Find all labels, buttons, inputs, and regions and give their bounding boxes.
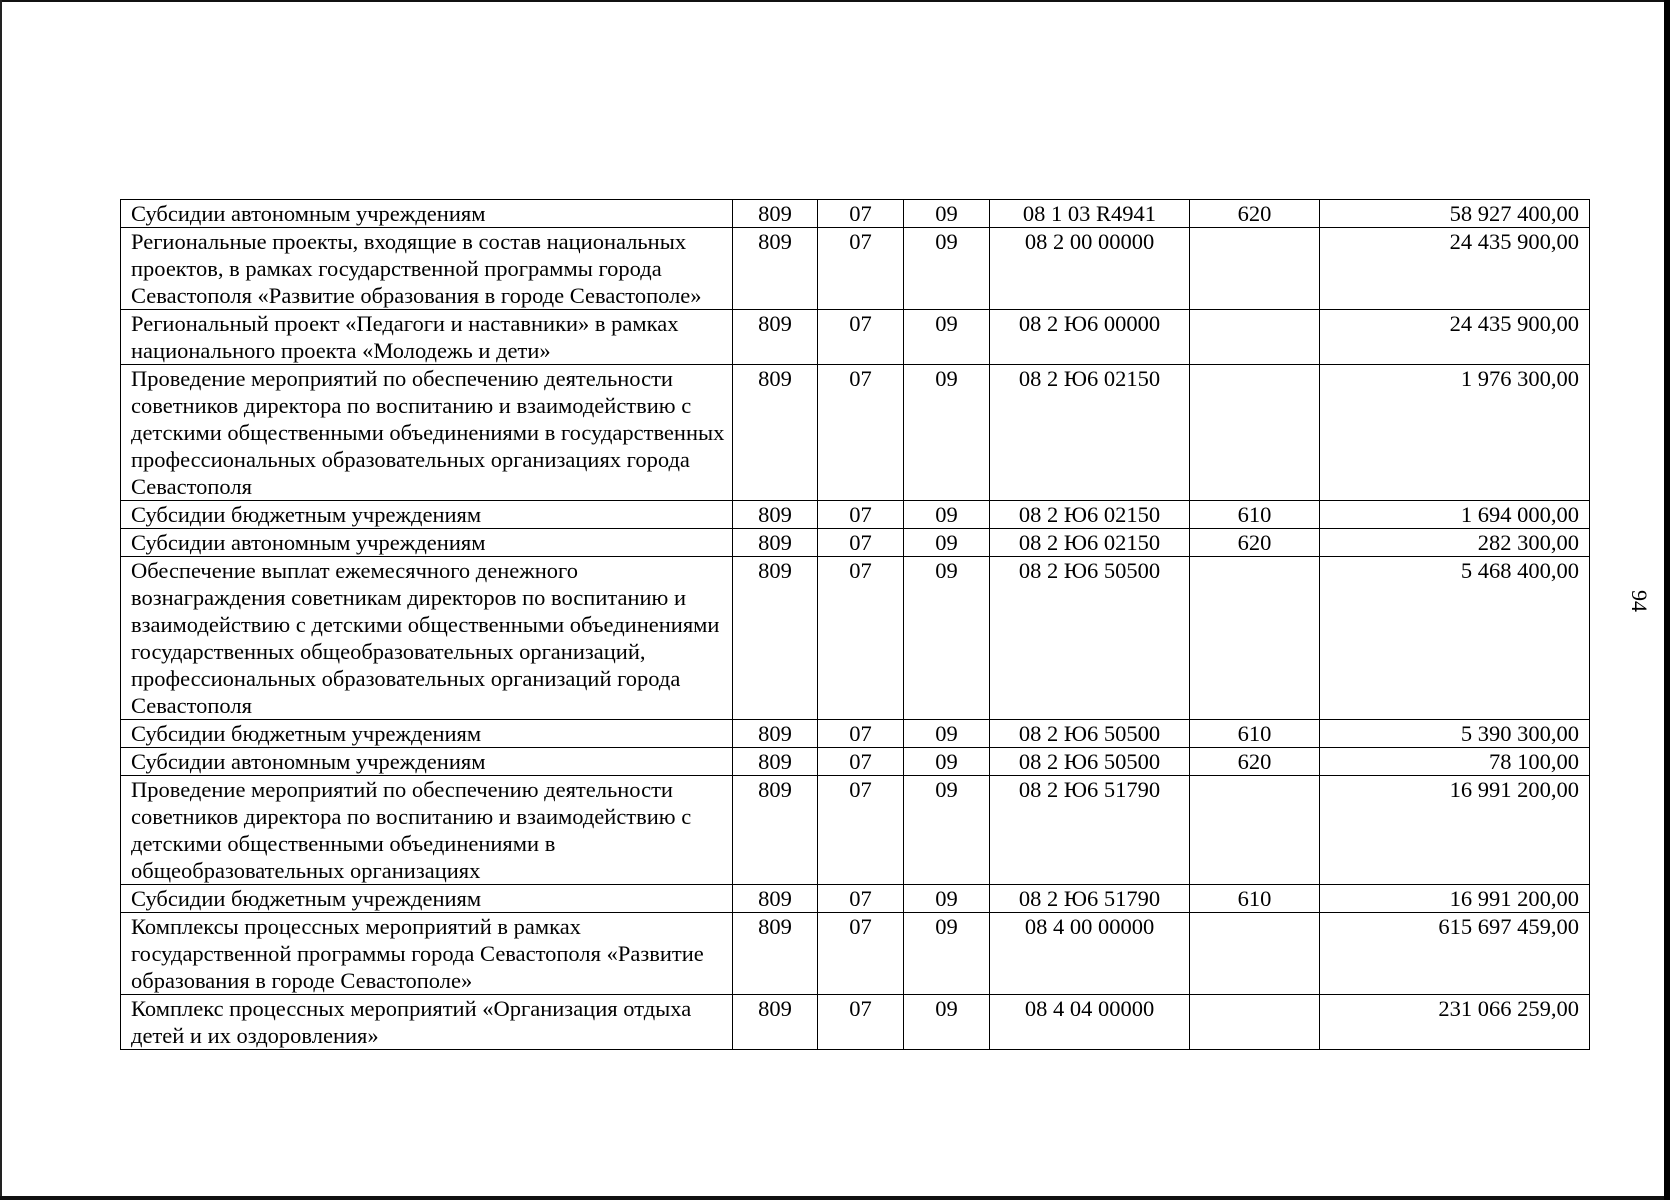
amount-cell: 5 390 300,00 (1320, 720, 1590, 748)
table-row (121, 995, 1590, 1050)
expense-type-cell: 620 (1190, 748, 1320, 776)
expense-type-cell (1190, 228, 1320, 310)
amount-cell: 58 927 400,00 (1320, 200, 1590, 228)
subsection-code-cell: 09 (904, 200, 990, 228)
target-article-cell: 08 2 Ю6 50500 (990, 557, 1190, 720)
ministry-code-cell: 809 (733, 885, 818, 913)
target-article-cell: 08 2 Ю6 02150 (990, 365, 1190, 501)
target-article-cell: 08 2 Ю6 02150 (990, 501, 1190, 529)
amount-cell: 24 435 900,00 (1320, 310, 1590, 365)
subsection-code-cell: 09 (904, 776, 990, 885)
row-name-cell: Проведение мероприятий по обеспечению деятельности советников директора по воспитанию и взаимодействию с детскими общественными объединениями в государственных профессиональных образовательных организациях города Севастополя (121, 365, 733, 501)
subsection-code-cell: 09 (904, 885, 990, 913)
target-article-cell: 08 1 03 R4941 (990, 200, 1190, 228)
subsection-code-cell: 09 (904, 748, 990, 776)
section-code-cell: 07 (818, 501, 904, 529)
scan-border-bottom (0, 1196, 1670, 1200)
table-row (121, 776, 1590, 885)
row-name-cell: Обеспечение выплат ежемесячного денежного вознаграждения советникам директоров по воспитанию и взаимодействию с детскими общественными объединениями государственных общеобразовательных организаций, профессиональных образовательных организаций города Севастополя (121, 557, 733, 720)
table-row (121, 913, 1590, 995)
ministry-code-cell: 809 (733, 310, 818, 365)
target-article-cell: 08 4 04 00000 (990, 995, 1190, 1050)
row-name-cell: Комплекс процессных мероприятий «Организация отдыха детей и их оздоровления» (121, 995, 733, 1050)
ministry-code-cell: 809 (733, 720, 818, 748)
ministry-code-cell: 809 (733, 529, 818, 557)
subsection-code-cell: 09 (904, 720, 990, 748)
expense-type-cell (1190, 310, 1320, 365)
expense-type-cell: 610 (1190, 885, 1320, 913)
amount-cell: 1 976 300,00 (1320, 365, 1590, 501)
table-row (121, 501, 1590, 529)
scan-border-top (0, 0, 1670, 2)
amount-cell: 78 100,00 (1320, 748, 1590, 776)
section-code-cell: 07 (818, 557, 904, 720)
section-code-cell: 07 (818, 365, 904, 501)
table-row (121, 748, 1590, 776)
amount-cell: 1 694 000,00 (1320, 501, 1590, 529)
ministry-code-cell: 809 (733, 501, 818, 529)
table-body (121, 200, 1590, 1050)
expense-type-cell (1190, 995, 1320, 1050)
ministry-code-cell: 809 (733, 748, 818, 776)
section-code-cell: 07 (818, 995, 904, 1050)
row-name-cell: Региональные проекты, входящие в состав национальных проектов, в рамках государственной программы города Севастополя «Развитие образования в городе Севастополе» (121, 228, 733, 310)
row-name-cell: Субсидии автономным учреждениям (121, 529, 733, 557)
expense-type-cell: 620 (1190, 529, 1320, 557)
expense-type-cell: 620 (1190, 200, 1320, 228)
table-row (121, 365, 1590, 501)
section-code-cell: 07 (818, 776, 904, 885)
row-name-cell: Субсидии бюджетным учреждениям (121, 885, 733, 913)
scan-border-left (0, 0, 2, 1200)
section-code-cell: 07 (818, 228, 904, 310)
section-code-cell: 07 (818, 529, 904, 557)
target-article-cell: 08 2 Ю6 00000 (990, 310, 1190, 365)
target-article-cell: 08 4 00 00000 (990, 913, 1190, 995)
row-name-cell: Субсидии автономным учреждениям (121, 748, 733, 776)
ministry-code-cell: 809 (733, 228, 818, 310)
expense-type-cell (1190, 365, 1320, 501)
amount-cell: 615 697 459,00 (1320, 913, 1590, 995)
section-code-cell: 07 (818, 200, 904, 228)
budget-table (120, 199, 1590, 1050)
table-row (121, 200, 1590, 228)
subsection-code-cell: 09 (904, 995, 990, 1050)
page-number: 94 (1627, 590, 1652, 612)
table-row (121, 228, 1590, 310)
row-name-cell: Субсидии бюджетным учреждениям (121, 501, 733, 529)
expense-type-cell: 610 (1190, 501, 1320, 529)
row-name-cell: Субсидии автономным учреждениям (121, 200, 733, 228)
amount-cell: 16 991 200,00 (1320, 885, 1590, 913)
section-code-cell: 07 (818, 748, 904, 776)
target-article-cell: 08 2 Ю6 51790 (990, 776, 1190, 885)
ministry-code-cell: 809 (733, 995, 818, 1050)
target-article-cell: 08 2 00 00000 (990, 228, 1190, 310)
table-row (121, 310, 1590, 365)
target-article-cell: 08 2 Ю6 50500 (990, 748, 1190, 776)
section-code-cell: 07 (818, 720, 904, 748)
row-name-cell: Проведение мероприятий по обеспечению деятельности советников директора по воспитанию и взаимодействию с детскими общественными объединениями в общеобразовательных организациях (121, 776, 733, 885)
subsection-code-cell: 09 (904, 501, 990, 529)
subsection-code-cell: 09 (904, 557, 990, 720)
target-article-cell: 08 2 Ю6 51790 (990, 885, 1190, 913)
amount-cell: 16 991 200,00 (1320, 776, 1590, 885)
ministry-code-cell: 809 (733, 365, 818, 501)
subsection-code-cell: 09 (904, 228, 990, 310)
expense-type-cell: 610 (1190, 720, 1320, 748)
scan-border-right (1664, 0, 1670, 1200)
expense-type-cell (1190, 913, 1320, 995)
amount-cell: 5 468 400,00 (1320, 557, 1590, 720)
ministry-code-cell: 809 (733, 557, 818, 720)
section-code-cell: 07 (818, 310, 904, 365)
ministry-code-cell: 809 (733, 200, 818, 228)
row-name-cell: Региональный проект «Педагоги и наставники» в рамках национального проекта «Молодежь и дети» (121, 310, 733, 365)
table-row (121, 720, 1590, 748)
table-row (121, 557, 1590, 720)
row-name-cell: Комплексы процессных мероприятий в рамках государственной программы города Севастополя «Развитие образования в городе Севастополе» (121, 913, 733, 995)
expense-type-cell (1190, 776, 1320, 885)
ministry-code-cell: 809 (733, 776, 818, 885)
table-row (121, 529, 1590, 557)
subsection-code-cell: 09 (904, 365, 990, 501)
ministry-code-cell: 809 (733, 913, 818, 995)
subsection-code-cell: 09 (904, 913, 990, 995)
section-code-cell: 07 (818, 913, 904, 995)
row-name-cell: Субсидии бюджетным учреждениям (121, 720, 733, 748)
target-article-cell: 08 2 Ю6 02150 (990, 529, 1190, 557)
target-article-cell: 08 2 Ю6 50500 (990, 720, 1190, 748)
subsection-code-cell: 09 (904, 310, 990, 365)
amount-cell: 231 066 259,00 (1320, 995, 1590, 1050)
table-row (121, 885, 1590, 913)
section-code-cell: 07 (818, 885, 904, 913)
amount-cell: 282 300,00 (1320, 529, 1590, 557)
subsection-code-cell: 09 (904, 529, 990, 557)
expense-type-cell (1190, 557, 1320, 720)
amount-cell: 24 435 900,00 (1320, 228, 1590, 310)
